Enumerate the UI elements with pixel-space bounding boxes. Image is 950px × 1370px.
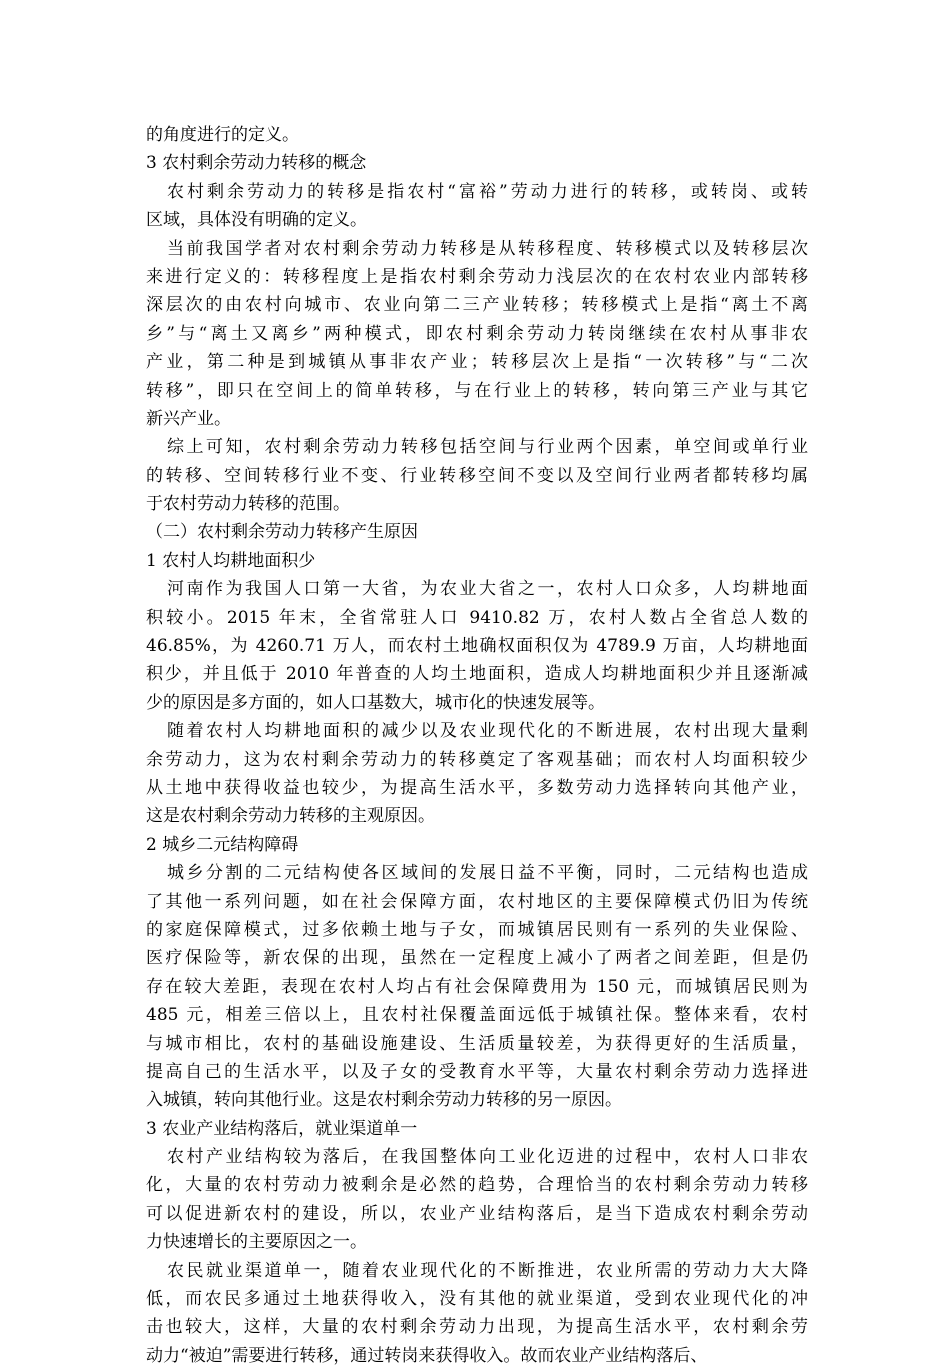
text-line: 化，大量的农村劳动力被剩余是必然的趋势，合理恰当的农村剩余劳动力转移: [146, 1175, 808, 1196]
text-line: 的角度进行的定义。: [146, 125, 299, 145]
text-line: 转移”，即只在空间上的简单转移，与在行业上的转移，转向第三产业与其它: [146, 380, 808, 401]
text-line: 城乡分割的二元结构使各区域间的发展日益不平衡，同时，二元结构也造成: [167, 863, 808, 884]
text-line: 综上可知，农村剩余劳动力转移包括空间与行业两个因素，单空间或单行业: [167, 437, 808, 458]
text-line: 河南作为我国人口第一大省，为农业大省之一，农村人口众多，人均耕地面: [167, 579, 808, 600]
body-paragraph: [146, 717, 808, 831]
text-line: 于农村劳动力转移的范围。: [146, 494, 350, 515]
section-heading: 1 农村人均耕地面积少: [146, 550, 316, 571]
text-line: 来进行定义的：转移程度上是指农村剩余劳动力浅层次的在农村农业内部转移: [146, 266, 808, 287]
text-line: 存在较大差距，表现在农村人均占有社会保障费用为 150 元，而城镇居民则为: [146, 976, 808, 997]
text-line: 医疗保险等，新农保的出现，虽然在一定程度上减小了两者之间差距，但是仍: [146, 948, 808, 969]
text-line: 农村产业结构较为落后，在我国整体向工业化迈进的过程中，农村人口非农: [167, 1147, 808, 1168]
text-line: 入城镇，转向其他行业。这是农村剩余劳动力转移的另一原因。: [146, 1090, 622, 1111]
document-page: [146, 121, 808, 1370]
body-paragraph: [146, 178, 808, 235]
text-line: 产业，第二种是到城镇从事非农产业；转移层次上是指“一次转移”与“二次: [146, 352, 808, 373]
body-paragraph: [146, 859, 808, 1115]
section-heading: 3 农业产业结构落后，就业渠道单一: [146, 1118, 418, 1139]
text-line: 农民就业渠道单一，随着农业现代化的不断推进，农业所需的劳动力大大降: [167, 1260, 808, 1281]
text-line: 这是农村剩余劳动力转移的主观原因。: [146, 806, 435, 827]
text-line: 农村剩余劳动力的转移是指农村“富裕”劳动力进行的转移，或转岗、或转: [167, 181, 808, 202]
text-line: 485 元，相差三倍以上，且农村社保覆盖面远低于城镇社保。整体来看，农村: [146, 1005, 808, 1026]
text-line: 余劳动力，这为农村剩余劳动力的转移奠定了客观基础；而农村人均面积较少: [146, 749, 808, 770]
text-line: 少的原因是多方面的，如人口基数大，城市化的快速发展等。: [146, 692, 605, 713]
body-paragraph: [146, 575, 808, 717]
text-line: 区域，具体没有明确的定义。: [146, 210, 367, 231]
text-line: 低，而农民多通过土地获得收入，没有其他的就业渠道，受到农业现代化的冲: [146, 1289, 808, 1310]
section-heading: 3 农村剩余劳动力转移的概念: [146, 153, 367, 174]
text-line: 从土地中获得收益也较少，为提高生活水平，多数劳动力选择转向其他产业，: [146, 777, 808, 798]
text-line: 动力“被迫”需要进行转移，通过转岗来获得收入。故而农业产业结构落后、: [146, 1345, 708, 1366]
text-line: 的家庭保障模式，过多依赖土地与子女，而城镇居民则有一系列的失业保险、: [146, 919, 808, 940]
text-line: 当前我国学者对农村剩余劳动力转移是从转移程度、转移模式以及转移层次: [167, 238, 808, 259]
text-line: 提高自己的生活水平，以及子女的受教育水平等，大量农村剩余劳动力选择进: [146, 1061, 808, 1082]
text-line: 积较小。2015 年末，全省常驻人口 9410.82 万，农村人数占全省总人数的: [146, 607, 808, 628]
text-line: 可以促进新农村的建设，所以，农业产业结构落后，是当下造成农村剩余劳动: [146, 1203, 808, 1224]
text-line: 46.85%，为 4260.71 万人，而农村土地确权面积仅为 4789.9 万亩，人均耕地面: [146, 636, 808, 657]
text-line: 力快速增长的主要原因之一。: [146, 1232, 367, 1253]
text-line: 新兴产业。: [146, 408, 231, 429]
body-paragraph: [146, 235, 808, 434]
text-line: 与城市相比，农村的基础设施建设、生活质量较差，为获得更好的生活质量，: [146, 1033, 808, 1054]
body-paragraph: [146, 1143, 808, 1257]
text-line: 乡”与“离土又离乡”两种模式，即农村剩余劳动力转岗继续在农村从事非农: [146, 323, 808, 344]
body-paragraph: [146, 433, 808, 518]
text-line: 随着农村人均耕地面积的减少以及农业现代化的不断进展，农村出现大量剩: [167, 721, 808, 742]
text-line: 击也较大，这样，大量的农村剩余劳动力出现，为提高生活水平，农村剩余劳: [146, 1317, 808, 1338]
text-line: 了其他一系列问题，如在社会保障方面，农村地区的主要保障模式仍旧为传统: [146, 891, 808, 912]
body-paragraph: [146, 1257, 808, 1370]
text-line: 深层次的由农村向城市、农业向第二三产业转移；转移模式上是指“离土不离: [146, 295, 808, 316]
text-line: 积少，并且低于 2010 年普查的人均土地面积，造成人均耕地面积少并且逐渐减: [146, 664, 808, 685]
section-heading: （二）农村剩余劳动力转移产生原因: [146, 522, 418, 543]
body-paragraph: [146, 121, 808, 149]
section-heading: 2 城乡二元结构障碍: [146, 834, 299, 855]
text-line: 的转移、空间转移行业不变、行业转移空间不变以及空间行业两者都转移均属: [146, 465, 808, 486]
